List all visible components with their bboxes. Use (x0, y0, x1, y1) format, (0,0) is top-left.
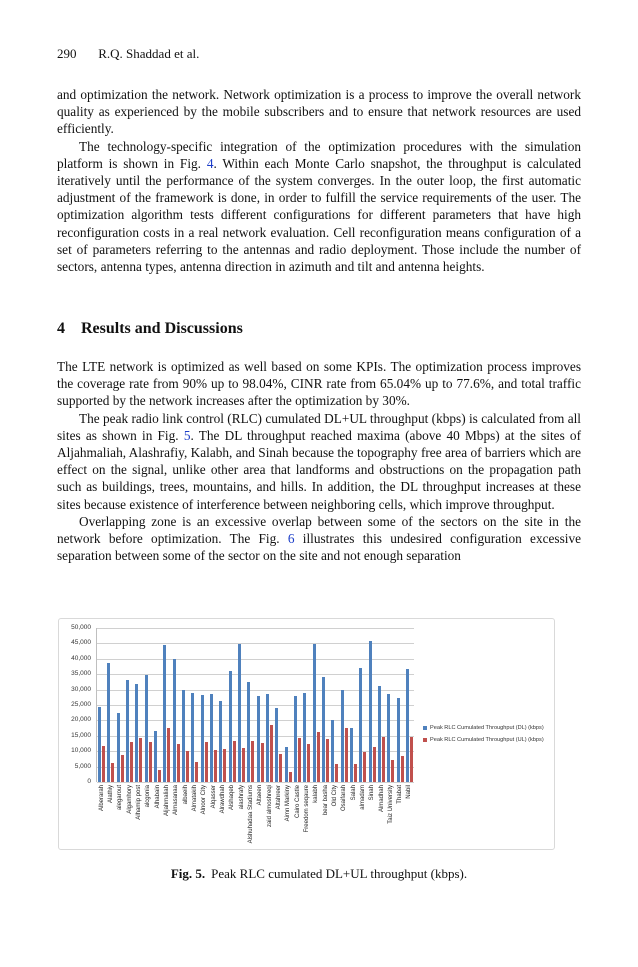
bar-dl (387, 694, 390, 782)
y-tick-label: 50,000 (71, 624, 91, 631)
bar-group (358, 628, 367, 810)
bar-group (368, 628, 377, 801)
bar-dl (378, 686, 381, 782)
bar-group (153, 628, 162, 809)
bar-ul (186, 751, 189, 782)
bar-group (293, 628, 302, 819)
bar-ul (130, 742, 133, 782)
x-tick-label: Alshuhadaa Stadiums (247, 785, 254, 844)
section-heading (57, 320, 243, 338)
x-tick-label: Freedom seqaure (303, 785, 310, 833)
throughput-bar-chart (58, 618, 555, 850)
bar-dl (210, 694, 213, 782)
bar-dl (117, 713, 120, 782)
body-text-block-1 (57, 86, 581, 275)
bar-ul (289, 772, 292, 782)
bar-group (162, 628, 171, 817)
caption-label: Fig. 5. (170, 866, 206, 881)
bar-ul (326, 739, 329, 782)
chart-legend (423, 725, 544, 749)
bar-dl (107, 663, 110, 782)
y-tick-label: 15,000 (71, 731, 91, 739)
bar-ul (317, 732, 320, 782)
running-header (57, 46, 199, 62)
bar-dl (275, 708, 278, 782)
bar-group (340, 628, 349, 812)
x-tick-label: Almasanaa (173, 785, 180, 816)
x-tick-label: Alhamip post (135, 785, 142, 820)
y-tick-label: 25,000 (71, 701, 91, 708)
x-tick-label: alegarout (117, 785, 124, 811)
legend-swatch-ul (423, 738, 427, 742)
bar-dl (229, 671, 232, 782)
page-number: 290 (57, 46, 77, 61)
bar-group (144, 628, 153, 808)
bar-ul (102, 746, 105, 782)
bar-dl (201, 695, 204, 782)
bar-ul (279, 754, 282, 782)
bar-group (181, 628, 190, 805)
bar-ul (270, 725, 273, 782)
y-tick-label: 40,000 (71, 654, 91, 662)
x-tick-label: kalabh (313, 785, 320, 803)
bar-ul (307, 744, 310, 783)
bar-dl (191, 693, 194, 782)
bar-dl (397, 698, 400, 782)
bar-dl (331, 720, 334, 782)
paragraph: The peak radio link control (RLC) cumulated DL+UL throughput (kbps) is calculated from all sites as shown in Fig. 5. The DL throughput reached maxima (above 40 Mbps) at the sites of Aljahmaliah, Alashrafiy, Kalabh, and Sinah because the topography free area of barriers which are effect on the signal, unlike other area that landforms and obstructions on the propagation path such as buildings, trees, mountains, and hills. In addition, the DL throughput increases at these sites because existence of interference between neighboring cells, which improve throughput. (57, 410, 582, 512)
bar-dl (154, 731, 157, 782)
bar-ul (261, 743, 264, 782)
y-tick-label: 10,000 (71, 747, 91, 755)
bar-ul (345, 728, 348, 782)
bar-dl (247, 682, 250, 782)
bar-group (172, 628, 181, 816)
x-tick-label: Cairo Castle (294, 785, 301, 819)
figure-caption (0, 866, 638, 882)
figure-ref-link[interactable]: 5 (183, 427, 191, 443)
x-tick-label: Nabil (406, 785, 413, 799)
bar-ul (242, 748, 245, 782)
x-tick-label: alcgonia (145, 785, 152, 808)
bar-ul (391, 760, 394, 782)
bar-group (274, 628, 283, 810)
bar-group (284, 628, 293, 822)
y-tick-label: 30,000 (71, 685, 91, 693)
bar-group (396, 628, 405, 804)
y-tick-label: 20,000 (71, 716, 91, 724)
bar-ul (363, 752, 366, 782)
plot-area (71, 624, 414, 844)
bar-ul (149, 742, 152, 782)
x-tick-label: Sinah (369, 785, 376, 801)
bar-dl (173, 659, 176, 783)
bar-group (190, 628, 199, 812)
bar-group (265, 628, 274, 828)
bar-group (218, 628, 227, 814)
x-tick-label: zaid almoshreqi (266, 785, 273, 828)
bar-group (200, 628, 209, 815)
legend-swatch-dl (423, 726, 427, 730)
bar-ul (373, 747, 376, 782)
x-tick-label: Old City (331, 785, 338, 807)
bar-group (321, 628, 330, 816)
y-tick-label: 0 (87, 778, 91, 785)
bar-group (134, 628, 143, 820)
bar-dl (406, 669, 409, 782)
bar-dl (359, 668, 362, 782)
bar-ul (410, 737, 413, 782)
x-tick-label: Aimn Markiny (285, 785, 292, 822)
bar-group (97, 628, 106, 812)
x-tick-label: alashrafy (238, 785, 245, 810)
caption-text: Peak RLC cumulated DL+UL throughput (kbps). (211, 866, 468, 881)
x-tick-label: Alshaqeb (229, 785, 236, 811)
section-title: Results and Discussions (81, 320, 243, 337)
bar-ul (177, 744, 180, 783)
bar-group (106, 628, 115, 804)
x-tick-label: Alrawdhah (219, 785, 226, 814)
bar-dl (135, 684, 138, 782)
bar-dl (238, 644, 241, 782)
x-tick-label: Alqasser (210, 785, 217, 809)
bar-dl (257, 696, 260, 782)
bar-dl (219, 701, 222, 782)
figure-ref-link[interactable]: 6 (287, 531, 295, 547)
bar-dl (145, 675, 148, 782)
x-tick-label: Thabat (397, 785, 404, 804)
legend-item-dl: Peak RLC Cumulated Throughput (DL) (kbps) (423, 725, 544, 731)
bar-ul (401, 756, 404, 782)
bar-dl (369, 641, 372, 782)
bar-ul (158, 770, 161, 782)
gridline (97, 782, 414, 783)
x-tick-label: Alnoor City (201, 785, 208, 815)
x-tick-label: Algamhory (126, 785, 133, 814)
bar-group (312, 628, 321, 803)
bar-dl (313, 644, 316, 782)
bar-series (97, 628, 414, 844)
bar-group (228, 628, 237, 811)
bar-dl (322, 677, 325, 782)
bar-ul (121, 755, 124, 782)
paragraph: The LTE network is optimized as well based on some KPIs. The optimization process improves the coverage rate from 90% up to 98.04%, CINR rate from 65.04% up to 77.6%, and total traffic supported by the network increases after the optimization by 30%. (57, 359, 581, 409)
x-tick-label: Osaifarah (341, 785, 348, 812)
bar-dl (285, 747, 288, 782)
x-tick-label: Aljahmaliah (163, 785, 170, 817)
x-tick-label: bear basha (322, 785, 329, 816)
x-tick-label: Taiz University (387, 785, 394, 824)
x-tick-label: Altaeen (257, 785, 264, 806)
x-tick-label: Salah (350, 785, 357, 801)
bar-ul (335, 764, 338, 782)
paragraph: and optimization the network. Network optimization is a process to improve the overall network quality as experienced by the mobile subscribers and to ensure that network resources are used efficiently. (57, 87, 581, 137)
paragraph: The technology-specific integration of the optimization procedures with the simulation platform is shown in Fig. 4. Within each Monte Carlo snapshot, the throughput is calculated iteratively until the performance of the system converges. In the outer loop, the first automatic adjustment of the framework is done, in order to fulfill the service requirements of the user. The optimization algorithm tests different configurations for different parameters that have high reconfiguration costs in a real network evaluation. Cell reconfiguration means configuration of a set of parameters referring to the antennas and radio deployment. Those include the number of sectors, antenna types, antenna direction in azimuth and tilt and antenna heights. (57, 138, 581, 275)
x-tick-label: albaeih (182, 785, 189, 805)
bar-dl (303, 693, 306, 782)
y-tick-label: 35,000 (71, 670, 91, 678)
bar-dl (163, 645, 166, 782)
legend-item-ul: Peak RLC Cumulated Throughput (UL) (kbps) (423, 737, 544, 743)
bar-ul (111, 763, 114, 782)
x-tick-label: almadam (359, 785, 366, 810)
bar-dl (341, 690, 344, 782)
bar-ul (214, 750, 217, 782)
y-tick-label: 45,000 (71, 639, 91, 647)
bar-group (349, 628, 358, 801)
x-tick-label: Alhabain (154, 785, 161, 809)
bar-ul (205, 742, 208, 782)
bar-ul (354, 764, 357, 782)
section-number: 4 (57, 320, 65, 337)
bar-ul (195, 762, 198, 782)
bar-group (330, 628, 339, 807)
paragraph: Overlapping zone is an excessive overlap between some of the sectors on the site in the network before optimization. The Fig. 6 illustrates this undesired configuration excessive separation between some of the sector on the site and not enough separation (57, 513, 582, 564)
bar-dl (350, 728, 353, 782)
bar-dl (266, 694, 269, 782)
bar-ul (167, 728, 170, 782)
bar-group (377, 628, 386, 813)
bar-group (237, 628, 246, 810)
bar-group (405, 628, 414, 799)
bar-group (386, 628, 395, 824)
bar-dl (182, 690, 185, 782)
body-text-block-2 (57, 358, 581, 564)
bar-group (256, 628, 265, 806)
figure-ref-link[interactable]: 4 (206, 155, 214, 171)
x-tick-label: Almadhah (378, 785, 385, 813)
y-tick-label: 5,000 (74, 762, 91, 770)
running-authors: R.Q. Shaddad et al. (98, 46, 200, 61)
bar-dl (98, 707, 101, 782)
bar-group (116, 628, 125, 811)
bar-ul (298, 738, 301, 782)
x-tick-label: Altahreer (275, 785, 282, 810)
bar-dl (294, 696, 297, 782)
bar-group (125, 628, 134, 814)
bar-group (246, 628, 255, 844)
x-tick-label: Alberarah (98, 785, 105, 812)
bar-dl (126, 680, 129, 782)
x-tick-label: Almatakih (191, 785, 198, 812)
bar-ul (233, 741, 236, 782)
bar-group (209, 628, 218, 809)
bar-ul (139, 738, 142, 782)
bar-ul (223, 749, 226, 782)
bar-group (302, 628, 311, 833)
bar-ul (251, 741, 254, 782)
x-tick-label: Alathiy (107, 785, 114, 804)
bar-ul (382, 737, 385, 782)
